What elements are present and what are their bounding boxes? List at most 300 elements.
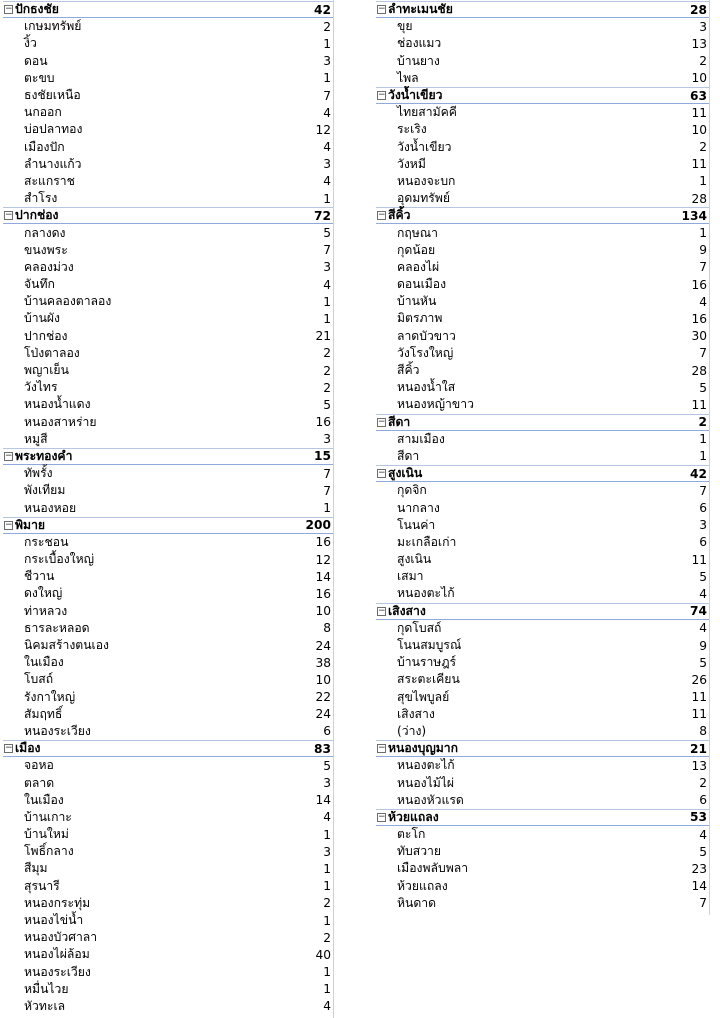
table-row[interactable] bbox=[3, 585, 333, 602]
row-label: บ่อปลาทอง bbox=[24, 122, 83, 137]
group-total: 15 bbox=[314, 449, 331, 464]
group-name: สีดา bbox=[388, 414, 411, 429]
table-row[interactable] bbox=[3, 774, 333, 791]
table-row[interactable] bbox=[376, 35, 709, 52]
row-label: ตะขบ bbox=[24, 70, 55, 85]
table-row[interactable] bbox=[3, 414, 333, 431]
table-row[interactable] bbox=[376, 139, 709, 156]
row-label: กฤษณา bbox=[397, 225, 438, 240]
table-row[interactable] bbox=[3, 551, 333, 568]
row-count: 1 bbox=[323, 501, 331, 516]
group-total: 28 bbox=[690, 2, 707, 17]
row-label: ดอนเมือง bbox=[397, 277, 447, 292]
table-row[interactable] bbox=[3, 998, 333, 1015]
row-count: 11 bbox=[691, 707, 707, 722]
row-label: ปากช่อง bbox=[24, 328, 68, 343]
collapse-toggle-icon[interactable]: − bbox=[378, 4, 386, 15]
table-row[interactable] bbox=[3, 964, 333, 981]
row-label: บ้านคลองตาลอง bbox=[24, 294, 112, 309]
table-row[interactable] bbox=[376, 448, 709, 465]
table-row[interactable] bbox=[3, 757, 333, 774]
table-row[interactable] bbox=[3, 362, 333, 379]
row-label: ไทยสามัคคี bbox=[397, 105, 457, 120]
row-count: 3 bbox=[323, 776, 331, 791]
table-row[interactable] bbox=[376, 878, 709, 895]
row-label: บ้านราษฎร์ bbox=[397, 655, 457, 670]
row-label: ระเริง bbox=[397, 122, 427, 137]
table-row[interactable] bbox=[3, 224, 333, 241]
group-header[interactable] bbox=[376, 740, 709, 757]
table-row[interactable] bbox=[376, 259, 709, 276]
table-row[interactable] bbox=[3, 18, 333, 35]
row-count: 1 bbox=[323, 861, 331, 876]
row-count: 3 bbox=[323, 260, 331, 275]
table-row[interactable] bbox=[3, 310, 333, 327]
row-label: กุดโบสถ์ bbox=[397, 620, 442, 635]
row-count: 5 bbox=[323, 758, 331, 773]
row-count: 16 bbox=[691, 277, 707, 292]
table-row[interactable] bbox=[3, 929, 333, 946]
row-label: หนองน้ำแดง bbox=[24, 397, 91, 412]
row-label: นิคมสร้างตนเอง bbox=[24, 638, 109, 653]
table-row[interactable] bbox=[376, 242, 709, 259]
row-count: 1 bbox=[699, 432, 707, 447]
table-row[interactable] bbox=[3, 860, 333, 877]
table-row[interactable] bbox=[376, 310, 709, 327]
group-name: สูงเนิน bbox=[388, 466, 423, 481]
row-count: 4 bbox=[699, 294, 707, 309]
row-label: บ้านหัน bbox=[397, 294, 437, 309]
row-count: 11 bbox=[691, 157, 707, 172]
row-count: 5 bbox=[323, 226, 331, 241]
row-count: 40 bbox=[315, 947, 331, 962]
group-header[interactable] bbox=[376, 207, 709, 224]
table-row[interactable] bbox=[3, 843, 333, 860]
row-label: จันทึก bbox=[24, 277, 55, 292]
row-label: เกษมทรัพย์ bbox=[24, 19, 82, 34]
row-label: พังเทียม bbox=[24, 483, 66, 498]
table-row[interactable] bbox=[3, 293, 333, 310]
table-row[interactable] bbox=[376, 104, 709, 121]
table-row[interactable] bbox=[376, 396, 709, 413]
table-row[interactable] bbox=[3, 35, 333, 52]
row-count: 1 bbox=[699, 449, 707, 464]
row-count: 7 bbox=[699, 483, 707, 498]
group-header[interactable] bbox=[3, 517, 333, 534]
row-label: หัวทะเล bbox=[24, 998, 66, 1013]
row-count: 7 bbox=[699, 346, 707, 361]
row-label: สัมฤทธิ์ bbox=[24, 706, 63, 721]
table-row[interactable] bbox=[3, 654, 333, 671]
group-total: 72 bbox=[314, 208, 331, 223]
collapse-toggle-icon[interactable]: − bbox=[5, 210, 13, 221]
table-row[interactable] bbox=[3, 104, 333, 121]
group-name: วังน้ำเขียว bbox=[388, 88, 443, 103]
row-count: 26 bbox=[691, 672, 707, 687]
row-count: 1 bbox=[323, 294, 331, 309]
group-total: 42 bbox=[690, 466, 707, 481]
row-label: ดอน bbox=[24, 53, 48, 68]
row-count: 38 bbox=[315, 655, 331, 670]
row-label: เมืองพลับพลา bbox=[397, 861, 469, 876]
group-header[interactable] bbox=[376, 1, 709, 18]
table-row[interactable] bbox=[3, 482, 333, 499]
collapse-toggle-icon[interactable]: − bbox=[378, 210, 386, 221]
row-label: (ว่าง) bbox=[397, 723, 427, 738]
table-row[interactable] bbox=[376, 482, 709, 499]
row-count: 1 bbox=[323, 982, 331, 997]
table-row[interactable] bbox=[376, 190, 709, 207]
table-row[interactable] bbox=[3, 345, 333, 362]
row-count: 7 bbox=[323, 88, 331, 103]
table-row[interactable] bbox=[376, 620, 709, 637]
collapse-toggle-icon[interactable]: − bbox=[5, 743, 13, 754]
group-header[interactable] bbox=[376, 465, 709, 482]
table-row[interactable] bbox=[3, 431, 333, 448]
table-row[interactable] bbox=[376, 671, 709, 688]
row-label: สุรนารี bbox=[24, 878, 60, 893]
table-row[interactable] bbox=[3, 190, 333, 207]
collapse-toggle-icon[interactable]: − bbox=[378, 416, 386, 427]
group-name: พระทองคำ bbox=[15, 448, 73, 463]
row-label: จอหอ bbox=[24, 758, 54, 773]
table-row[interactable] bbox=[3, 328, 333, 345]
group-name: ห้วยแถลง bbox=[388, 809, 439, 824]
table-row[interactable] bbox=[3, 242, 333, 259]
table-row[interactable] bbox=[3, 379, 333, 396]
group-total: 200 bbox=[305, 518, 331, 533]
row-label: บ้านยาง bbox=[397, 53, 440, 68]
row-count: 24 bbox=[315, 638, 331, 653]
row-label: โพธิ์กลาง bbox=[24, 844, 74, 859]
row-label: หนองหญ้าขาว bbox=[397, 397, 474, 412]
row-label: สระตะเคียน bbox=[397, 672, 460, 687]
row-count: 2 bbox=[323, 346, 331, 361]
row-label: หมูสี bbox=[24, 431, 48, 446]
table-row[interactable] bbox=[3, 259, 333, 276]
table-row[interactable] bbox=[376, 156, 709, 173]
row-label: หนองไผ่ล้อม bbox=[24, 947, 90, 962]
row-count: 7 bbox=[323, 466, 331, 481]
row-count: 2 bbox=[323, 19, 331, 34]
table-row[interactable] bbox=[376, 517, 709, 534]
table-row[interactable] bbox=[376, 328, 709, 345]
row-label: ชีวาน bbox=[24, 569, 55, 584]
group-total: 74 bbox=[690, 604, 707, 619]
table-row[interactable] bbox=[376, 173, 709, 190]
row-label: สำโรง bbox=[24, 191, 58, 206]
table-row[interactable] bbox=[376, 757, 709, 774]
table-row[interactable] bbox=[376, 362, 709, 379]
row-count: 21 bbox=[315, 329, 331, 344]
table-row[interactable] bbox=[3, 156, 333, 173]
row-count: 4 bbox=[323, 140, 331, 155]
table-row[interactable] bbox=[376, 843, 709, 860]
column-divider-right bbox=[709, 0, 710, 915]
collapse-toggle-icon[interactable]: − bbox=[378, 605, 386, 616]
row-label: งิ้ว bbox=[24, 36, 37, 51]
row-count: 2 bbox=[323, 930, 331, 945]
row-label: กุดน้อย bbox=[397, 242, 436, 257]
row-label: โนนสมบูรณ์ bbox=[397, 638, 462, 653]
table-row[interactable] bbox=[376, 121, 709, 138]
table-row[interactable] bbox=[3, 603, 333, 620]
table-row[interactable] bbox=[376, 568, 709, 585]
collapse-toggle-icon[interactable]: − bbox=[378, 743, 386, 754]
table-row[interactable] bbox=[376, 792, 709, 809]
row-label: หนองหอย bbox=[24, 500, 77, 515]
table-row[interactable] bbox=[3, 671, 333, 688]
row-count: 5 bbox=[699, 380, 707, 395]
row-label: นากลาง bbox=[397, 500, 440, 515]
table-row[interactable] bbox=[3, 87, 333, 104]
collapse-toggle-icon[interactable]: − bbox=[378, 90, 386, 101]
table-row[interactable] bbox=[3, 568, 333, 585]
row-label: บ้านเกาะ bbox=[24, 809, 72, 824]
group-name: หนองบุญมาก bbox=[388, 741, 459, 756]
table-row[interactable] bbox=[3, 534, 333, 551]
group-total: 21 bbox=[690, 741, 707, 756]
row-count: 4 bbox=[323, 174, 331, 189]
table-row[interactable] bbox=[3, 706, 333, 723]
row-count: 13 bbox=[691, 758, 707, 773]
collapse-toggle-icon[interactable]: − bbox=[5, 450, 13, 461]
row-count: 14 bbox=[315, 569, 331, 584]
row-label: สูงเนิน bbox=[397, 552, 432, 567]
row-count: 1 bbox=[323, 827, 331, 842]
collapse-toggle-icon[interactable]: − bbox=[378, 468, 386, 479]
row-count: 2 bbox=[699, 776, 707, 791]
row-label: สีมุม bbox=[24, 861, 48, 876]
row-label: คลองม่วง bbox=[24, 259, 74, 274]
row-count: 2 bbox=[699, 54, 707, 69]
table-row[interactable] bbox=[3, 723, 333, 740]
row-count: 3 bbox=[323, 54, 331, 69]
row-count: 8 bbox=[323, 621, 331, 636]
row-label: ดงใหญ่ bbox=[24, 586, 63, 601]
row-count: 5 bbox=[699, 569, 707, 584]
row-label: หนองน้ำใส bbox=[397, 380, 456, 395]
row-count: 30 bbox=[691, 329, 707, 344]
table-row[interactable] bbox=[376, 637, 709, 654]
row-count: 10 bbox=[315, 604, 331, 619]
row-label: ท่าหลวง bbox=[24, 603, 68, 618]
row-label: มะเกลือเก่า bbox=[397, 534, 457, 549]
row-label: สีดา bbox=[397, 448, 420, 463]
row-count: 1 bbox=[323, 913, 331, 928]
row-label: วังน้ำเขียว bbox=[397, 139, 452, 154]
group-header[interactable] bbox=[3, 1, 333, 18]
table-row[interactable] bbox=[3, 121, 333, 138]
row-label: สีคิ้ว bbox=[397, 363, 420, 378]
row-count: 6 bbox=[699, 793, 707, 808]
table-row[interactable] bbox=[376, 499, 709, 516]
table-row[interactable] bbox=[376, 895, 709, 912]
row-label: ลำนางแก้ว bbox=[24, 156, 82, 171]
row-count: 5 bbox=[323, 397, 331, 412]
row-count: 4 bbox=[699, 827, 707, 842]
table-row[interactable] bbox=[3, 173, 333, 190]
table-row[interactable] bbox=[376, 379, 709, 396]
row-count: 1 bbox=[323, 311, 331, 326]
row-label: หมื่นไวย bbox=[24, 981, 69, 996]
table-row[interactable] bbox=[376, 689, 709, 706]
row-count: 4 bbox=[323, 999, 331, 1014]
row-count: 1 bbox=[323, 879, 331, 894]
table-row[interactable] bbox=[376, 826, 709, 843]
table-row[interactable] bbox=[3, 809, 333, 826]
row-count: 16 bbox=[315, 535, 331, 550]
row-label: หนองตะไก้ bbox=[397, 586, 455, 601]
group-total: 53 bbox=[690, 810, 707, 825]
row-label: หินดาด bbox=[397, 895, 437, 910]
collapse-toggle-icon[interactable]: − bbox=[5, 519, 13, 530]
group-header[interactable] bbox=[376, 414, 709, 431]
group-header[interactable] bbox=[3, 207, 333, 224]
row-count: 3 bbox=[699, 518, 707, 533]
table-row[interactable] bbox=[376, 654, 709, 671]
row-label: ทับสวาย bbox=[397, 844, 442, 859]
group-header[interactable] bbox=[376, 603, 709, 620]
row-label: หนองหัวแรด bbox=[397, 792, 464, 807]
row-count: 10 bbox=[315, 672, 331, 687]
row-label: ห้วยแถลง bbox=[397, 878, 448, 893]
row-label: หนองจะบก bbox=[397, 173, 456, 188]
row-count: 4 bbox=[699, 586, 707, 601]
row-count: 4 bbox=[323, 105, 331, 120]
table-row[interactable] bbox=[376, 53, 709, 70]
table-row[interactable] bbox=[3, 70, 333, 87]
row-label: นกออก bbox=[24, 105, 62, 120]
table-row[interactable] bbox=[3, 981, 333, 998]
table-row[interactable] bbox=[376, 70, 709, 87]
row-count: 11 bbox=[691, 105, 707, 120]
row-count: 1 bbox=[323, 191, 331, 206]
table-row[interactable] bbox=[376, 276, 709, 293]
row-count: 28 bbox=[691, 191, 707, 206]
table-row[interactable] bbox=[376, 18, 709, 35]
row-label: หนองบัวศาลา bbox=[24, 930, 98, 945]
group-header[interactable] bbox=[3, 448, 333, 465]
table-row[interactable] bbox=[376, 706, 709, 723]
row-count: 7 bbox=[699, 260, 707, 275]
row-label: กระเบื้องใหญ่ bbox=[24, 552, 95, 567]
row-count: 16 bbox=[691, 311, 707, 326]
row-count: 7 bbox=[323, 243, 331, 258]
table-row[interactable] bbox=[376, 534, 709, 551]
row-count: 2 bbox=[323, 380, 331, 395]
table-row[interactable] bbox=[3, 912, 333, 929]
row-label: บ้านใหม่ bbox=[24, 827, 69, 842]
column-divider-left bbox=[333, 0, 334, 1018]
group-total: 2 bbox=[698, 415, 707, 430]
collapse-toggle-icon[interactable]: − bbox=[5, 4, 13, 15]
group-total: 42 bbox=[314, 2, 331, 17]
row-count: 9 bbox=[699, 638, 707, 653]
table-row[interactable] bbox=[376, 585, 709, 602]
row-label: วังโรงใหญ่ bbox=[397, 345, 454, 360]
row-label: โบสถ์ bbox=[24, 672, 54, 687]
table-row[interactable] bbox=[376, 774, 709, 791]
table-row[interactable] bbox=[3, 620, 333, 637]
group-name: เมือง bbox=[15, 741, 41, 756]
row-label: หนองไม้ไผ่ bbox=[397, 775, 455, 790]
table-row[interactable] bbox=[3, 396, 333, 413]
row-label: โป่งตาลอง bbox=[24, 345, 80, 360]
table-row[interactable] bbox=[3, 465, 333, 482]
row-label: คลองไผ่ bbox=[397, 259, 440, 274]
group-header[interactable] bbox=[376, 809, 709, 826]
row-count: 3 bbox=[699, 19, 707, 34]
table-row[interactable] bbox=[3, 499, 333, 516]
row-label: ธารละหลอด bbox=[24, 620, 90, 635]
table-row[interactable] bbox=[3, 792, 333, 809]
table-row[interactable] bbox=[3, 895, 333, 912]
group-header[interactable] bbox=[376, 87, 709, 104]
group-total: 83 bbox=[314, 741, 331, 756]
table-row[interactable] bbox=[376, 431, 709, 448]
row-label: กระชอน bbox=[24, 534, 69, 549]
group-header[interactable] bbox=[3, 740, 333, 757]
row-count: 8 bbox=[699, 724, 707, 739]
table-row[interactable] bbox=[376, 224, 709, 241]
table-row[interactable] bbox=[3, 139, 333, 156]
group-name: เสิงสาง bbox=[388, 603, 426, 618]
row-count: 23 bbox=[691, 861, 707, 876]
table-row[interactable] bbox=[3, 689, 333, 706]
row-label: ไพล bbox=[397, 70, 419, 85]
row-label: ขุย bbox=[397, 19, 413, 34]
table-row[interactable] bbox=[3, 878, 333, 895]
row-count: 11 bbox=[691, 552, 707, 567]
row-label: ทัพรั้ง bbox=[24, 466, 53, 481]
row-label: หนองระเวียง bbox=[24, 964, 91, 979]
row-count: 11 bbox=[691, 690, 707, 705]
row-label: หนองสาหร่าย bbox=[24, 414, 97, 429]
pivot-column-left bbox=[3, 1, 333, 1015]
row-label: หนองระเวียง bbox=[24, 723, 91, 738]
table-row[interactable] bbox=[3, 276, 333, 293]
row-count: 16 bbox=[315, 586, 331, 601]
table-row[interactable] bbox=[3, 946, 333, 963]
row-count: 5 bbox=[699, 844, 707, 859]
table-row[interactable] bbox=[3, 826, 333, 843]
row-label: มิตรภาพ bbox=[397, 311, 443, 326]
collapse-toggle-icon[interactable]: − bbox=[378, 811, 386, 822]
table-row[interactable] bbox=[3, 53, 333, 70]
row-label: เสิงสาง bbox=[397, 706, 435, 721]
row-count: 1 bbox=[323, 36, 331, 51]
table-row[interactable] bbox=[3, 637, 333, 654]
row-count: 14 bbox=[315, 793, 331, 808]
table-row[interactable] bbox=[376, 345, 709, 362]
row-count: 4 bbox=[699, 621, 707, 636]
row-count: 1 bbox=[699, 226, 707, 241]
row-label: พญาเย็น bbox=[24, 363, 69, 378]
row-count: 14 bbox=[691, 879, 707, 894]
row-label: ในเมือง bbox=[24, 792, 64, 807]
row-label: ตะโก bbox=[397, 827, 426, 842]
row-count: 3 bbox=[323, 844, 331, 859]
table-row[interactable] bbox=[376, 293, 709, 310]
row-count: 4 bbox=[323, 277, 331, 292]
row-label: บ้านผัง bbox=[24, 311, 61, 326]
row-count: 5 bbox=[699, 655, 707, 670]
table-row[interactable] bbox=[376, 723, 709, 740]
table-row[interactable] bbox=[376, 860, 709, 877]
row-count: 9 bbox=[699, 243, 707, 258]
table-row[interactable] bbox=[376, 551, 709, 568]
